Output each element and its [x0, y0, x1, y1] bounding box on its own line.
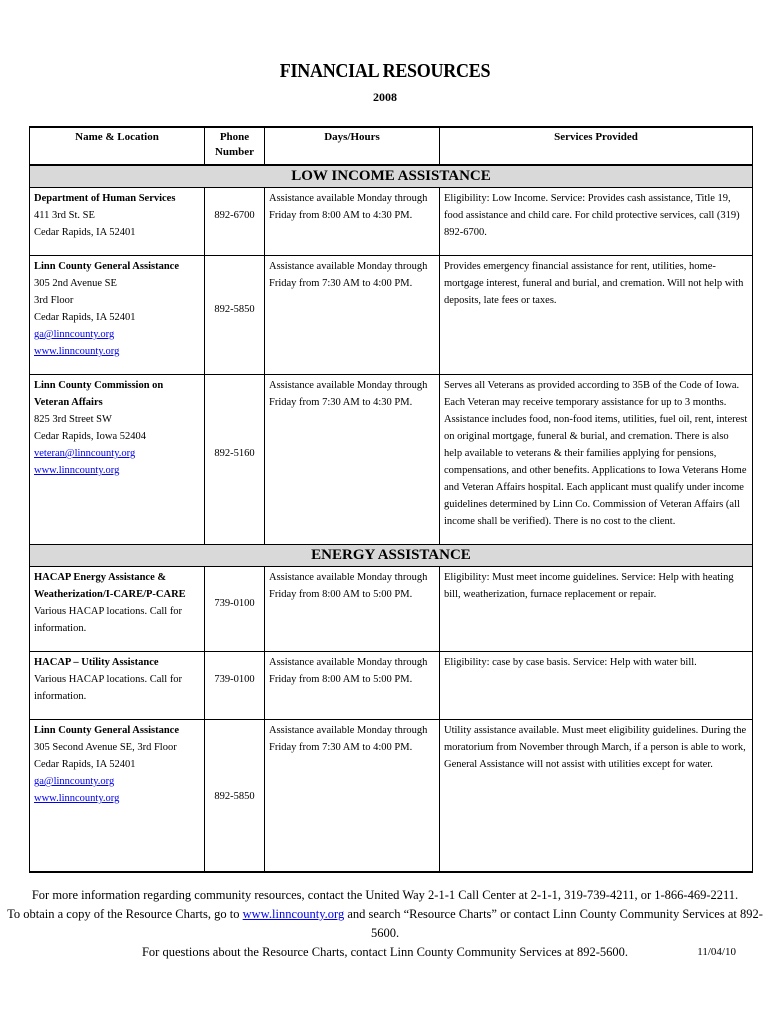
address-line: Various HACAP locations. Call for information. [34, 674, 183, 702]
services-provided: Serves all Veterans as provided according to 35B of the Code of Iowa. Each Veteran may receive temporary assistance for up to 3 months. Assistance includes food, non-food items, utilities, fuel oil, rent, interest on original mortgage, funeral & burial, and cremation. There is also help available to veterans & their families applying for pensions, compensations, and other benefits. Applications to Iowa Veterans Home and Veteran Affairs hospital. Each applicant must qualify under income guidelines determined by Linn Co. Commission of Veteran Affairs (all income shall be verified). There is no cost to the client. [440, 375, 753, 545]
services-provided: Eligibility: Must meet income guidelines. Service: Help with heating bill, weatherization, furnace replacement or repair. [440, 567, 753, 652]
table-row [30, 652, 753, 720]
email-link[interactable]: ga@linncounty.org [34, 776, 115, 787]
footer-website-link[interactable]: www.linncounty.org [242, 907, 345, 921]
address-line: 411 3rd St. SE [34, 210, 95, 221]
services-provided: Eligibility: case by case basis. Service: Help with water bill. [440, 652, 753, 720]
footer [0, 886, 770, 962]
days-hours: Assistance available Monday through Friday from 8:00 AM to 4:30 PM. [265, 188, 440, 256]
email-link[interactable]: ga@linncounty.org [34, 329, 115, 340]
address-line: 3rd Floor [34, 295, 74, 306]
header-days-hours: Days/Hours [265, 127, 440, 165]
services-provided: Provides emergency financial assistance for rent, utilities, home-mortgage interest, funeral and burial, and cremation. Will not help with deposits, late fees or taxes. [440, 256, 753, 375]
table-row [30, 567, 753, 652]
address-line: Cedar Rapids, IA 52401 [34, 227, 136, 238]
page-title: FINANCIAL RESOURCES [279, 60, 491, 82]
footer-line-1: For more information regarding community resources, contact the United Way 2-1-1 Call Center at 2-1-1, 319-739-4211, or 1-866-469-2211. [31, 888, 739, 902]
days-hours: Assistance available Monday through Friday from 8:00 AM to 5:00 PM. [265, 652, 440, 720]
section-low-income [30, 165, 753, 188]
address-line: Cedar Rapids, IA 52401 [34, 312, 136, 323]
name-location-cell [30, 720, 205, 873]
organization-name: HACAP Energy Assistance & Weatherization/I-CARE/P-CARE [34, 572, 186, 600]
website-link[interactable]: www.linncounty.org [34, 465, 120, 476]
table-row [30, 188, 753, 256]
address-line: 825 3rd Street SW [34, 414, 112, 425]
email-link[interactable]: veteran@linncounty.org [34, 448, 136, 459]
address-line: Cedar Rapids, Iowa 52404 [34, 431, 146, 442]
website-link[interactable]: www.linncounty.org [34, 793, 120, 804]
footer-line-3: For questions about the Resource Charts, contact Linn County Community Services at 892-5600. [141, 945, 629, 959]
header-name-location: Name & Location [30, 127, 205, 165]
organization-name: HACAP – Utility Assistance [34, 657, 159, 668]
phone-number: 892-5160 [205, 375, 265, 545]
footer-line-2-post: and search “Resource Charts” or contact Linn County Community Services at 892-5600. [347, 907, 763, 940]
organization-name: Department of Human Services [34, 193, 176, 204]
resource-table [29, 126, 753, 873]
phone-number: 739-0100 [205, 567, 265, 652]
address-line: Various HACAP locations. Call for information. [34, 606, 183, 634]
address-line: Cedar Rapids, IA 52401 [34, 759, 136, 770]
organization-name: Linn County General Assistance [34, 261, 179, 272]
address-line: 305 2nd Avenue SE [34, 278, 117, 289]
header-phone-number [205, 127, 265, 165]
name-location-cell [30, 652, 205, 720]
services-provided: Utility assistance available. Must meet eligibility guidelines. During the moratorium from November through March, if a person is able to work, General Assistance will not assist with utilities except for water. [440, 720, 753, 873]
table-row [30, 375, 753, 545]
section-energy [30, 545, 753, 567]
organization-name: Linn County Commission on Veteran Affairs [34, 380, 164, 408]
table-row [30, 720, 753, 873]
address-line: 305 Second Avenue SE, 3rd Floor [34, 742, 177, 753]
days-hours: Assistance available Monday through Friday from 7:30 AM to 4:00 PM. [265, 256, 440, 375]
phone-number: 739-0100 [205, 652, 265, 720]
section-title: LOW INCOME ASSISTANCE [30, 165, 753, 188]
phone-number: 892-5850 [205, 720, 265, 873]
section-title: ENERGY ASSISTANCE [30, 545, 753, 567]
header-services: Services Provided [440, 127, 753, 165]
name-location-cell [30, 375, 205, 545]
page-year: 2008 [373, 90, 397, 104]
table-row [30, 256, 753, 375]
phone-number: 892-5850 [205, 256, 265, 375]
table-header-row [30, 127, 753, 165]
footer-line-2 [0, 905, 770, 943]
header-phone-line2: Number [214, 146, 255, 158]
phone-number: 892-6700 [205, 188, 265, 256]
name-location-cell [30, 567, 205, 652]
footer-line-2-pre: To obtain a copy of the Resource Charts, go to [7, 907, 240, 921]
services-provided: Eligibility: Low Income. Service: Provides cash assistance, Title 19, food assistance and child care. For child protective services, call (319) 892-6700. [440, 188, 753, 256]
days-hours: Assistance available Monday through Friday from 7:30 AM to 4:00 PM. [265, 720, 440, 873]
header-phone-line1: Phone [219, 131, 250, 143]
days-hours: Assistance available Monday through Friday from 7:30 AM to 4:30 PM. [265, 375, 440, 545]
organization-name: Linn County General Assistance [34, 725, 179, 736]
website-link[interactable]: www.linncounty.org [34, 346, 120, 357]
name-location-cell [30, 256, 205, 375]
days-hours: Assistance available Monday through Friday from 8:00 AM to 5:00 PM. [265, 567, 440, 652]
document-date: 11/04/10 [697, 946, 736, 958]
name-location-cell [30, 188, 205, 256]
